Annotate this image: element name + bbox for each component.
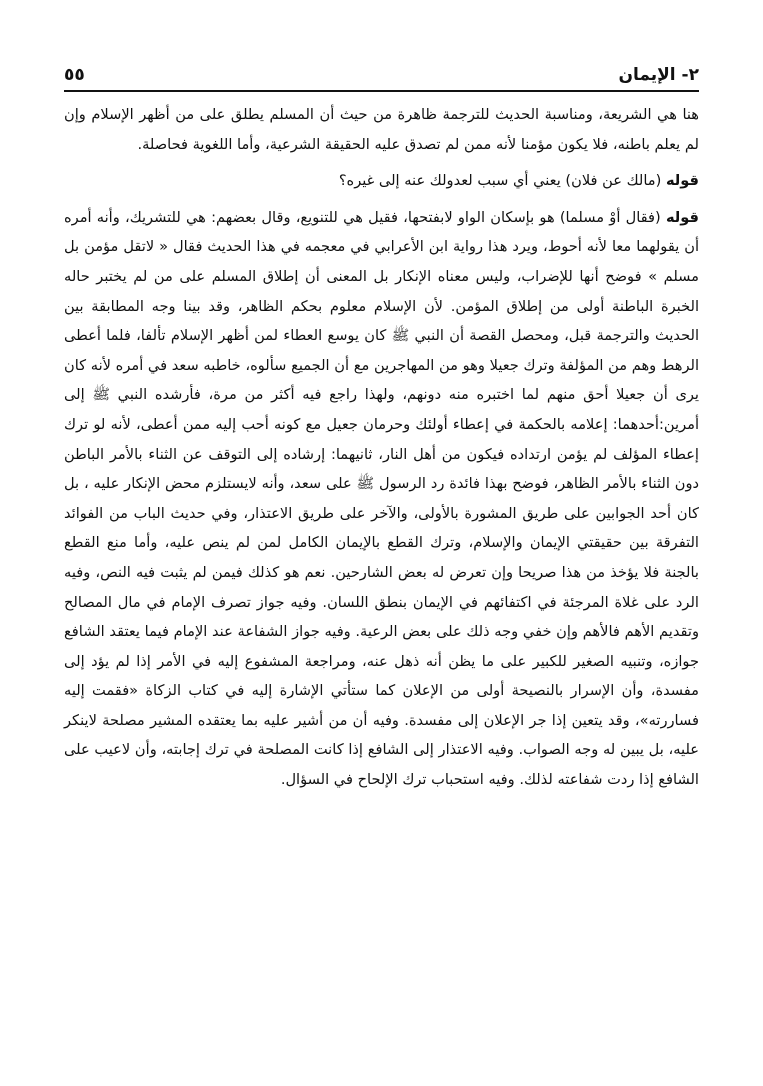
paragraph-3-lead: قوله (665, 208, 699, 226)
paragraph-3-text: (فقال أوْ مسلما) هو بإسكان الواو لابفتحها، فقيل هي للتنويع، وقال بعضهم: هي للتشريك، وأنه أمره أن يقولهما معا لأنه أحوط، ويرد هذا رواية ابن الأعرابي في معجمه في هذا الحديث فقال « لاتقل مؤمن بل مسلم » فوضح أنها للإضراب، وليس معناه الإنكار بل المعنى أن إطلاق المسلم على من لم يختبر حاله الخبرة الباطنة أولى من إطلاق المؤمن. لأن الإسلام معلوم بحكم الظاهر، وقد بينا وجه المطابقة بين الحديث والترجمة قبل، ومحصل القصة أن النبي ﷺ كان يوسع العطاء لمن أظهر الإسلام تألفا، فلما أعطى الرهط وهم من المؤلفة وترك جعيلا وهو من المهاجرين مع أن الجميع سألوه، خاطبه سعد في أمره لأنه كان يرى أن جعيلا أحق منهم لما اختبره منه دونهم، ولهذا راجع فيه أكثر من مرة، فأرشده النبي ﷺ إلى أمرين:أحدهما: إعلامه بالحكمة في إعطاء أولئك وحرمان جعيل مع كونه أحب إليه ممن أعطى، لأنه لو ترك إعطاء المؤلف لم يؤمن ارتداده فيكون من أهل النار، ثانيهما: إرشاده إلى التوقف عن الثناء بالأمر الباطن دون الثناء بالأمر الظاهر، فوضح بهذا فائدة رد الرسول ﷺ على سعد، وأنه لايستلزم محض الإنكار عليه ، بل كان أحد الجوابين على طريق المشورة بالأولى، والآخر على طريق الاعتذار، وفي حديث الباب من الفوائد التفرقة بين حقيقتي الإيمان والإسلام، وترك القطع بالإيمان الكامل لمن لم ينص عليه، وأما منع القطع بالجنة فلا يؤخذ من هذا صريحا وإن تعرض له بعض الشارحين. نعم هو كذلك فيمن لم يثبت فيه النص، وفيه الرد على غلاة المرجئة في اكتفائهم في الإيمان بنطق اللسان. وفيه جواز تصرف الإمام في مال المصالح وتقديم الأهم فالأهم وإن خفي وجه ذلك على بعض الرعية. وفيه جواز الشفاعة عند الإمام فيما يعتقد الشافع جوازه، وتنبيه الصغير للكبير على ما يظن أنه ذهل عنه، ومراجعة المشفوع إليه في الأمر إذا لم يؤد إلى مفسدة، وأن الإسرار بالنصيحة أولى من الإعلان كما ستأتي الإشارة إليه في كتاب الزكاة «فقمت إليه فساررته»، وقد يتعين إذا جر الإعلان إلى مفسدة. وفيه أن من أشير عليه بما يعتقده المشير مصلحة لاينكر عليه، بل يبين له وجه الصواب. وفيه الاعتذار إلى الشافع إذا كانت المصلحة في ترك إجابته، وأن لاعيب على الشافع إذا ردت شفاعته لذلك. وفيه استحباب ترك الإلحاح في السؤال. (64, 208, 699, 789)
running-header (64, 52, 699, 86)
paragraph-2-lead: قوله (665, 172, 699, 190)
page-body (64, 100, 699, 795)
page-number: ٥٥ (64, 64, 85, 85)
paragraph-1 (64, 100, 699, 159)
paragraph-2 (64, 166, 699, 196)
paragraph-2-text: (مالك عن فلان) يعني أي سبب لعدولك عنه إلى غيره؟ (338, 172, 662, 190)
header-divider (64, 90, 699, 92)
chapter-title: ٢- الإيمان (618, 64, 699, 85)
paragraph-3 (64, 203, 699, 795)
paragraph-1-text: هنا هي الشريعة، ومناسبة الحديث للترجمة ظاهرة من حيث أن المسلم يطلق على من أظهر الإسلام وإن لم يعلم باطنه، فلا يكون مؤمنا لأنه ممن لم تصدق عليه الحقيقة الشرعية، وأما اللغوية فحاصلة. (64, 106, 699, 153)
